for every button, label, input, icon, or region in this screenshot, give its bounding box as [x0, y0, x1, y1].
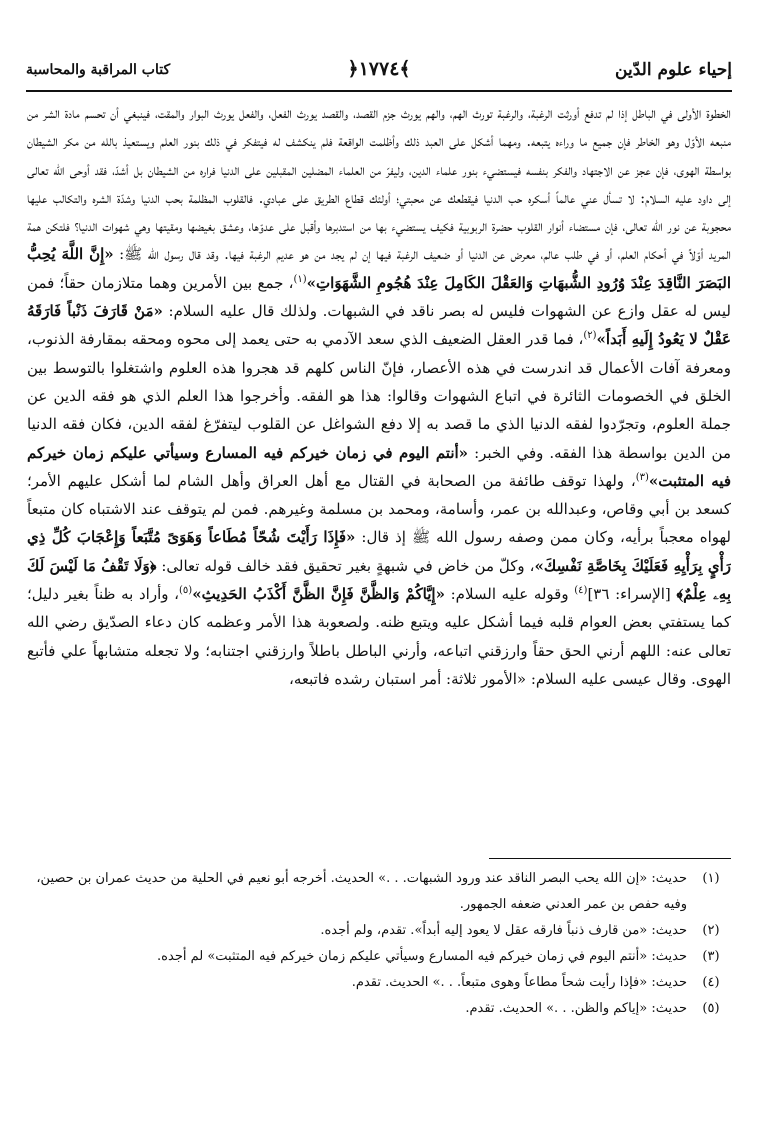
- footnote-text: حديث: «من قارف ذنباً فارقه عقل لا يعود إليه أبداً». تقدم، ولم أجده.: [320, 923, 687, 938]
- footnote: [27, 944, 731, 970]
- text-run: وقوله عليه السلام:: [444, 585, 575, 604]
- text-run: ، وأراد به ظناً بغير دليل؛ كما يستفتي بعض العوام قلبه فيما أشكل عليه ويتبع ظنه. ولصعوبة هذا الأمر وعظمه كان دعاء الصدّيق رضي الله تعالى عنه: اللهم أرني الحق حقاً وارزقني اتباعه، وأرني الباطل باطلاً وارزقني اجتنابه؛ ولا تجعله متشابهاً علي فأتبع الهوى. وقال عيسى عليه السلام: «الأمور ثلاثة: أمر استبان رشده فاتبعه،: [27, 585, 731, 688]
- hadith-quote: «مَنْ قَارَفَ ذَنْباً فَارَقَهُ عَقْلٌ لا يَعُودُ إِلَيهِ أَبَداً»: [27, 302, 731, 349]
- footnote-ref: (٣): [635, 471, 649, 483]
- footnote-number: (٤): [702, 975, 720, 990]
- footnote: [27, 970, 731, 996]
- footnote-number: (١): [702, 871, 720, 886]
- footnote: [27, 866, 731, 918]
- footnote-number: (٥): [702, 1001, 720, 1016]
- quran-quote: ﴿وَلَا تَقْفُ مَا لَيْسَ لَكَ بِهِۦ عِلْمٌ﴾: [27, 556, 731, 604]
- footnote: [27, 996, 731, 1022]
- text-run: ، فما قدر العقل الضعيف الذي سعد الآدمي به حتى يعمد إلى محوه ومحقه بمقارفة الذنوب، ومعرفة آفات الأعمال قد اندرست في هذه الأعصار، فإنّ الناس كلهم قد هجروا هذه العلوم واشتغلوا بالتوسط بين الخلق في الخصومات الثائرة في اتباع الشهوات وقالوا: هذا هو الفقه. وأخرجوا هذا العلم الذي هو فقه الدين عن جملة العلوم، وتجرّدوا لفقه الدنيا الذي ما قصد به إلا دفع الشواغل عن القلوب ليتفرّغ لفقه الدين، فكان فقه الدنيا من الدين بواسطة هذا الفقه. وفي الخبر:: [27, 330, 731, 462]
- paragraph: [27, 99, 731, 693]
- text-run: ، وكلّ من خاض في شبهةٍ بغير تحقيق فقد خالف قوله تعالى:: [156, 556, 535, 575]
- footnote-number: (٣): [702, 949, 720, 964]
- page-number: ﴿١٧٧٤﴾: [347, 58, 411, 80]
- footnote-text: حديث: «أنتم اليوم في زمان خيركم فيه المسارع وسيأتي عليكم زمان خيركم فيه المتثبت» لم أجده.: [157, 949, 687, 964]
- footnote-ref: (٥): [179, 585, 193, 597]
- footnote-ref: (١): [293, 273, 307, 285]
- footnote-ref: (٤): [574, 585, 588, 597]
- footnote-ref: (٢): [583, 330, 597, 342]
- hadith-quote: «أنتم اليوم في زمان خيركم فيه المسارع وسيأتي عليكم زمان خيركم فيه المتثبت»: [27, 443, 731, 490]
- footnote: [27, 918, 731, 944]
- footnote-text: حديث: «إياكم والظن. . .» الحديث. تقدم.: [465, 1001, 687, 1016]
- hadith-quote: «إِنَّ اللَّهَ يُحِبُّ البَصَرَ النَّاقِدَ عِنْدَ وُرُودِ الشُّبهَاتِ وَالعَقْلَ الكَامِلَ عِنْدَ هُجُومِ الشَّهَوَاتِ»: [27, 245, 731, 292]
- main-text: [27, 99, 731, 844]
- hadith-quote: «فَإِذَا رَأَيْتَ شُحّاً مُطَاعاً وَهَوَىً مُتَّبَعاً وَإِعْجَابَ كُلِّ ذِي رَأْيٍ بِرَأْيِهِ فَعَلَيْكَ بِخَاصَّةِ نَفْسِكَ»: [27, 528, 731, 575]
- text-run: الخطوة الأولى في الباطل إذا لم تدفع أورثت الرغبة، والرغبة تورث الهم، والهم يورث جزم القصد، والقصد يورث الفعل، والفعل يورث البوار والمقت، فينبغي أن تحسم مادة الشر من منبعه الأوّل وهو الخاطر فإن جميع ما وراءه يتبعه. ومهما أشكل على العبد ذلك وأظلمت الواقعة فلم ينكشف له فيتفكر في ذلك بنور العلم ويستعيذ بالله من مكر الشيطان بواسطة الهوى، فإن عجز عن الاجتهاد والفكر بنفسه فيستضيء بنور علماء الدين، وليفرّ من العلماء المضلين المقبلين على الدنيا فراره من الشيطان بل أشدّ، فقد أوحى الله تعالى إلى داود عليه السلام: لا تسأل عني عالماً أسكره حب الدنيا فيقطعك عن محبتي؛ أولئك قطاع الطريق على عبادي. فالقلوب المظلمة بحب الدنيا وشدّة الشره والتكالب عليها محجوبة عن نور الله تعالى، فإن مستضاء أنوار القلوب حضرة الربوبية فكيف يستضيء بها من استدبرها وأقبل على عدوّها، وعشق بغيضها ومقيتها وهي شهوات الدنيا؟ فلتكن همة المريد أوّلاً في أحكام العلم، أو في طلب عالم، معرض عن الدنيا أو ضعيف الرغبة فيها إن لم يجد من هو عديم الرغبة فيها. وقد قال رسول الله ﷺ:: [27, 104, 731, 264]
- footnote-number: (٢): [702, 923, 720, 938]
- chapter-title: كتاب المراقبة والمحاسبة: [26, 62, 171, 78]
- verse-citation: [الإسراء: ٣٦]: [587, 585, 677, 604]
- footnotes: [27, 866, 731, 1114]
- hadith-quote: «إِيَّاكُمْ وَالظَّنَّ فَإِنَّ الظَّنَّ أَكْذَبُ الحَدِيثِ»: [192, 585, 445, 604]
- footnote-text: حديث: «إن الله يحب البصر الناقد عند ورود الشبهات. . .» الحديث. أخرجه أبو نعيم في الحلية من حديث عمران بن حصين، وفيه حفص بن عمر العدني ضعفه الجمهور.: [36, 871, 687, 912]
- footnote-text: حديث: «فإذا رأيت شحاً مطاعاً وهوى متبعاً. . .» الحديث. تقدم.: [351, 975, 687, 990]
- text-run: ، ولهذا توقف طائفة من الصحابة في القتال مع أهل العراق وأهل الشام لما أشكل عليهم الأمر؛ كسعد بن أبي وقاص، وعبدالله بن عمر، وأسامة، ومحمد بن مسلمة وغيرهم. فمن لم يتوقف عند الاشتباه كان متبعاً لهواه معجباً برأيه، وكان ممن وصفه رسول الله ﷺ إذ قال:: [27, 471, 731, 547]
- footnote-divider: [489, 858, 731, 859]
- page-header: [26, 50, 732, 92]
- book-title: إحياء علوم الدّين: [615, 60, 732, 80]
- text-run: ، جمع بين الأمرين وهما متلازمان حقاً؛ فمن ليس له عقل وازع عن الشهوات فليس له بصر ناقد في الشبهات. ولذلك قال عليه السلام:: [27, 273, 731, 321]
